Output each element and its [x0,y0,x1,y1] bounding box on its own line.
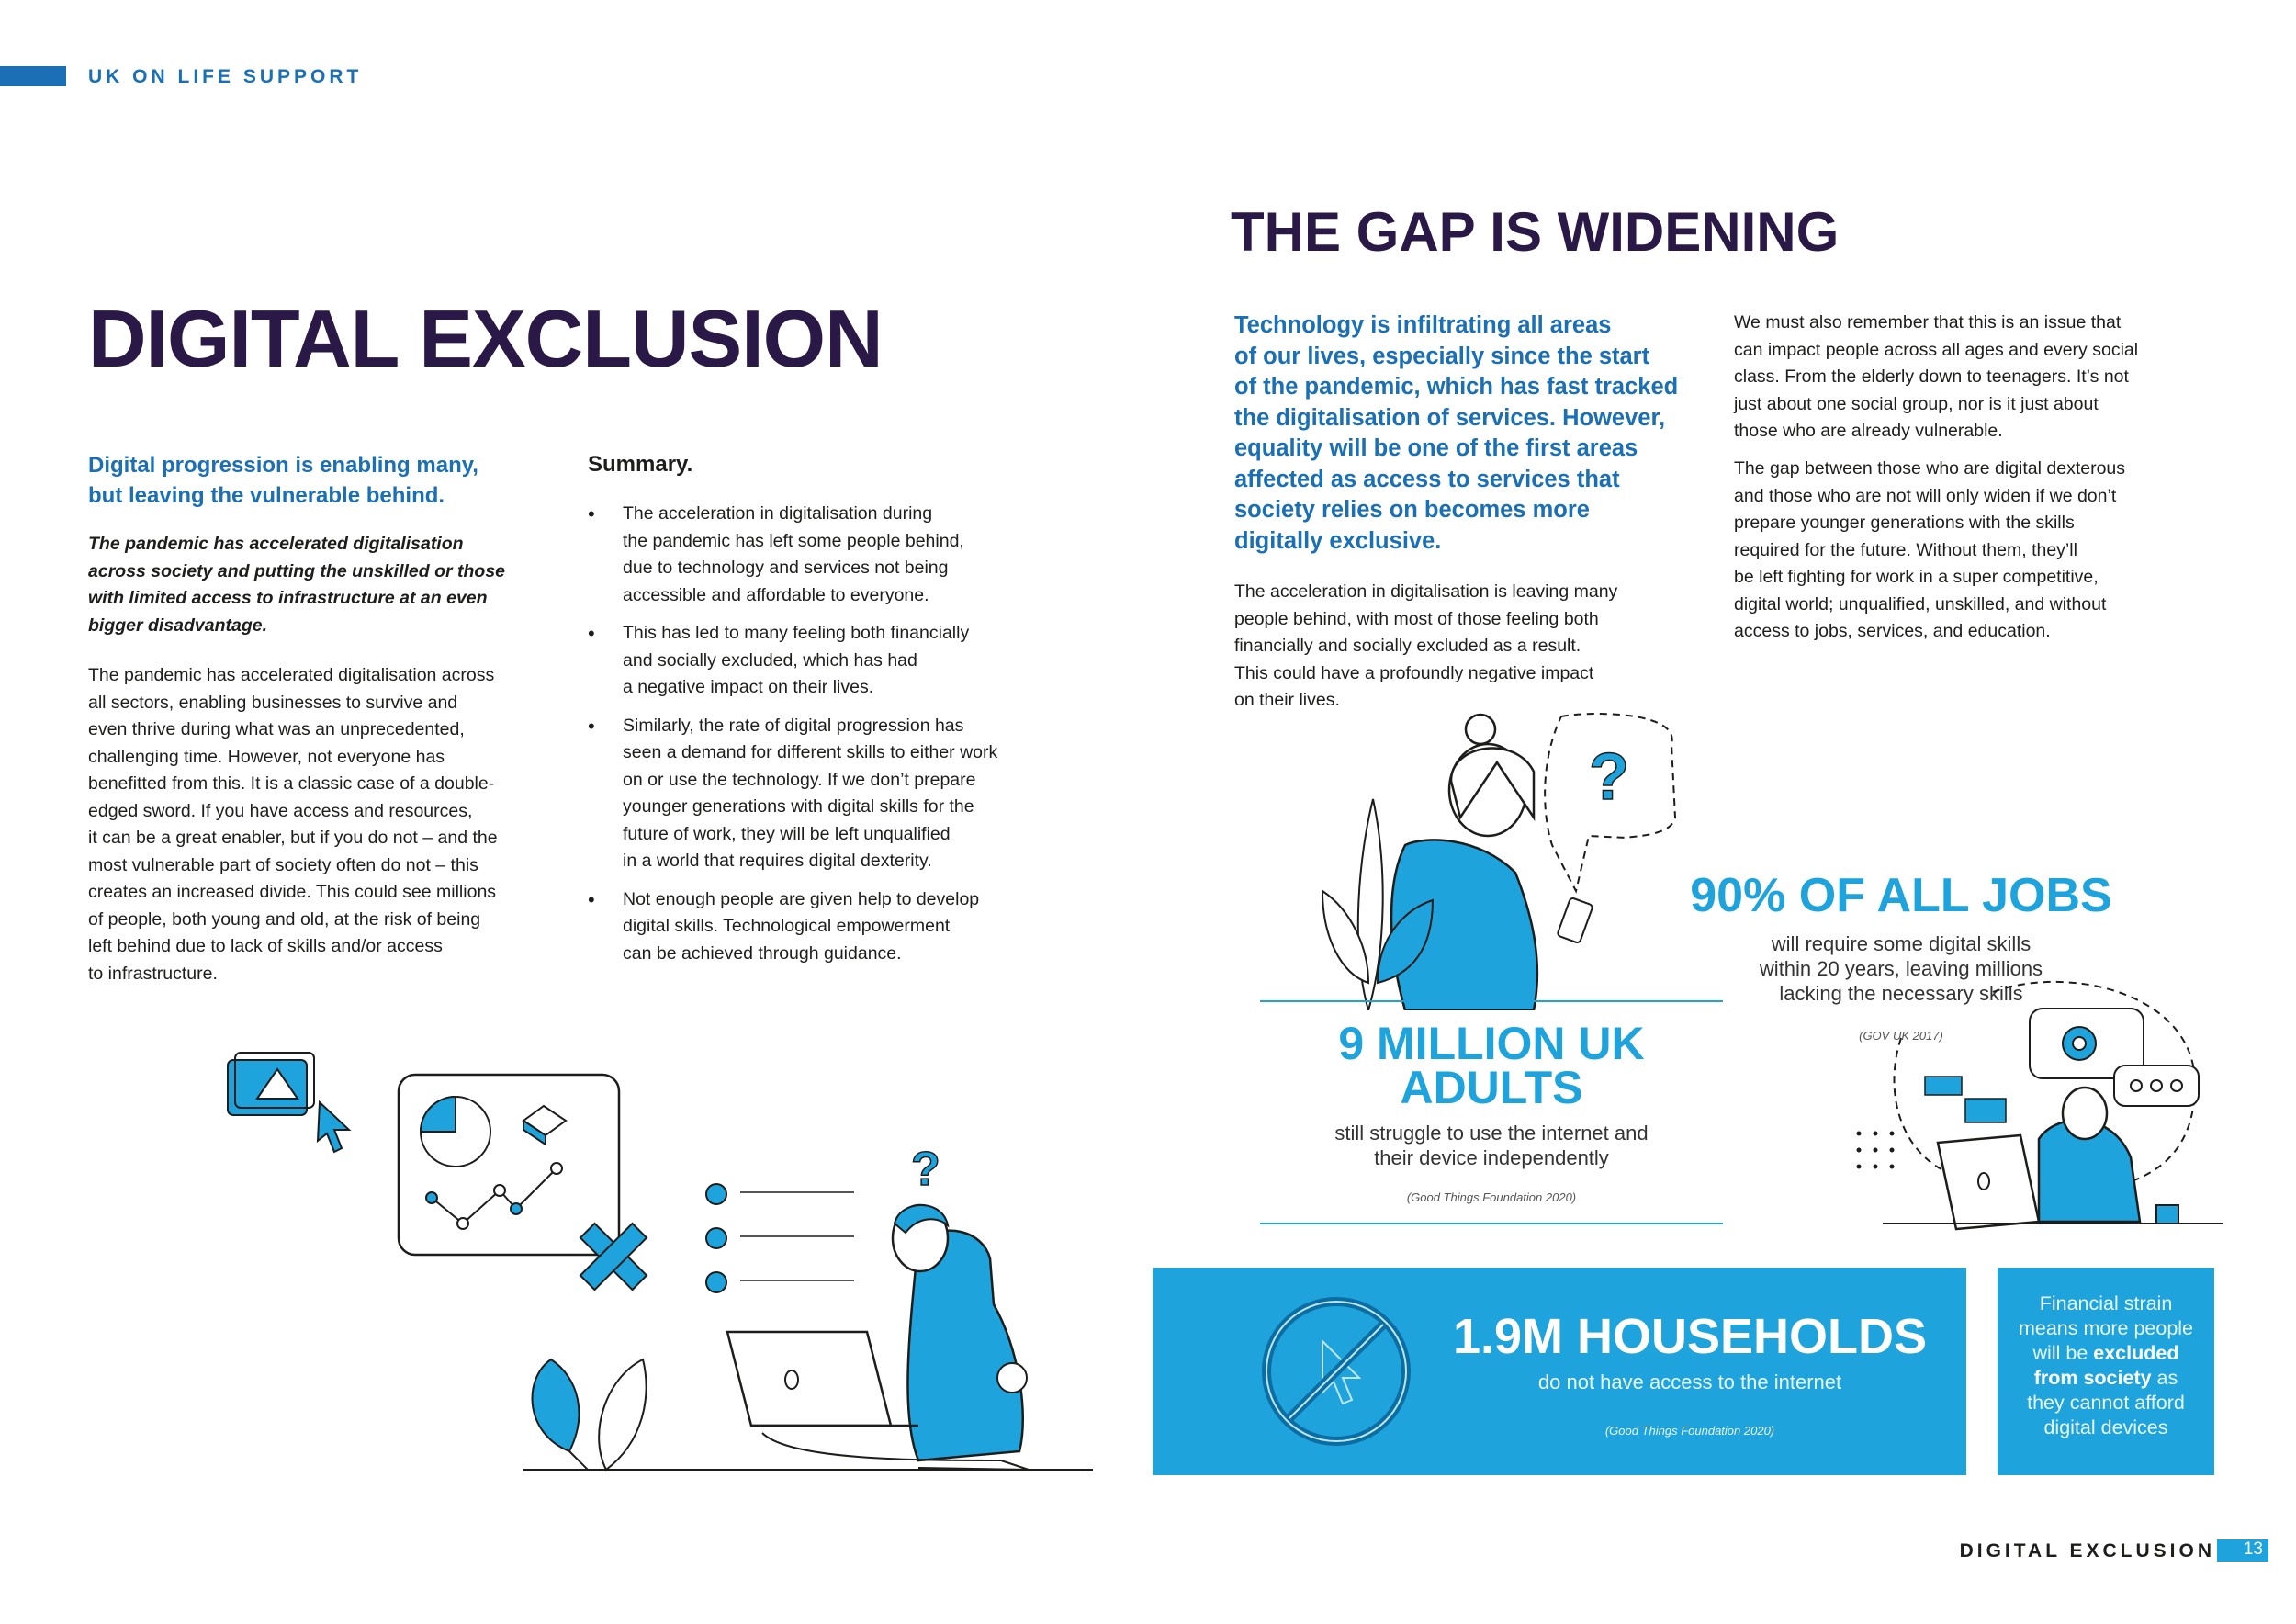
right-lead-line: digitally exclusive. [1234,527,1442,554]
body-line: most vulnerable part of society often do not – this [88,854,478,875]
page-number: 13 [2217,1539,2268,1562]
section-title: THE GAP IS WIDENING [1231,201,1840,263]
adults-source: (Good Things Foundation 2020) [1406,1190,1577,1204]
summary-line: due to technology and services not being [623,558,949,578]
summary-heading: Summary. [588,452,693,477]
body-line: This could have a profoundly negative impact [1234,662,1594,683]
summary-line: on or use the technology. If we don’t prepare [623,769,976,790]
summary-item [588,713,1065,875]
section-label: UK ON LIFE SUPPORT [88,66,363,87]
strain-line: digital devices [2043,1416,2168,1438]
body-line: left behind due to lack of skills and/or access [88,936,443,956]
strain-line: they cannot afford [2027,1392,2185,1414]
body-line: can impact people across all ages and every social [1734,339,2139,360]
body-line: access to jobs, services, and education. [1734,621,2051,641]
footer-label: DIGITAL EXCLUSION [1959,1540,2215,1562]
right-lead-line: of the pandemic, which has fast tracked [1234,374,1679,400]
jobs-desc-line: will require some digital skills [1771,932,2032,955]
households-source: (Good Things Foundation 2020) [1604,1424,1775,1438]
divider-line [1260,1000,1723,1002]
svg-text:?: ? [911,1143,940,1196]
left-lead [88,450,478,511]
jobs-source: (GOV UK 2017) [1859,1029,1943,1043]
jobs-desc-line: lacking the necessary skills [1779,982,2023,1005]
right-lead-line: of our lives, especially since the start [1234,343,1650,369]
woman-phone-illustration [1267,707,1727,1010]
body-line: it can be a great enabler, but if you do not – and the [88,828,498,848]
body-line: financially and socially excluded as a result. [1234,636,1581,656]
intro-line: across society and putting the unskilled or those [88,560,506,581]
strain-text: as [2151,1367,2178,1389]
body-line: be left fighting for work in a super competitive, [1734,567,2099,587]
summary-line: accessible and affordable to everyone. [623,584,929,605]
summary-line: • Not enough people are given help to develop [623,888,980,909]
summary-line: younger generations with digital skills for the [623,796,974,817]
adults-stat-line: ADULTS [1400,1062,1583,1113]
left-body [88,662,584,987]
worker-laptop-illustration [1846,974,2232,1240]
svg-text:?: ? [1589,740,1629,814]
adults-stat [1260,1018,1723,1113]
left-lead-line: but leaving the vulnerable behind. [88,483,445,508]
summary-item [588,620,1065,702]
strain-emphasis: excluded [2093,1342,2179,1364]
right-col2-p2 [1734,456,2212,646]
body-line: class. From the elderly down to teenagers. It’s not [1734,367,2129,387]
body-line: creates an increased divide. This could see millions [88,882,497,902]
left-intro [88,531,566,639]
right-lead-line: Technology is infiltrating all areas [1234,312,1612,338]
summary-line: the pandemic has left some people behind, [623,530,964,551]
body-line: even thrive during what was an unprecedented, [88,719,465,739]
right-lead [1234,310,1678,557]
jobs-stat: 90% OF ALL JOBS [1690,869,2112,922]
adults-desc [1260,1121,1723,1170]
households-desc: do not have access to the internet [1537,1370,1842,1393]
body-line: edged sword. If you have access and resources, [88,800,473,821]
summary-line: a negative impact on their lives. [623,677,874,697]
strain-line: Financial strain [2039,1292,2173,1314]
right-lead-line: society relies on becomes more [1234,497,1590,523]
body-line: on their lives. [1234,690,1340,710]
body-line: just about one social group, nor is it just about [1734,393,2099,414]
intro-line: The pandemic has accelerated digitalisation [88,534,464,554]
body-line: those who are already vulnerable. [1734,421,2003,441]
summary-item [588,501,1065,609]
strain-line [1998,1341,2214,1366]
summary-line: • This has led to many feeling both financially [623,623,970,643]
body-line: to infrastructure. [88,963,218,984]
strain-line: means more people [2018,1317,2194,1339]
summary-line: future of work, they will be left unqualified [623,823,951,844]
summary-line: digital skills. Technological empowerment [623,916,951,936]
strain-emphasis: from society [2033,1367,2152,1389]
body-line: people behind, with most of those feeling both [1234,608,1599,629]
body-line: We must also remember that this is an issue that [1734,312,2122,333]
body-line: and those who are not will only widen if we don’t [1734,485,2117,506]
strain-line [1998,1366,2214,1391]
intro-line: bigger disadvantage. [88,615,268,636]
body-line: The acceleration in digitalisation is leaving many [1234,581,1618,602]
financial-strain-text [1998,1291,2214,1440]
summary-list [588,501,1065,978]
body-line: The pandemic has accelerated digitalisation across [88,665,495,685]
right-col2-p1 [1734,310,2212,445]
summary-item [588,886,1065,968]
summary-line: in a world that requires digital dexterity. [623,851,932,871]
intro-line: with limited access to infrastructure at an even [88,588,488,608]
person-laptop-illustration [220,1029,1102,1488]
adults-stat-line: 9 MILLION UK [1338,1018,1645,1069]
body-line: challenging time. However, not everyone has [88,746,445,767]
body-line: required for the future. Without them, they’ll [1734,539,2077,560]
adults-desc-line: still struggle to use the internet and [1334,1122,1649,1145]
body-line: The gap between those who are digital dexterous [1734,458,2126,479]
right-lead-line: affected as access to services that [1234,466,1620,492]
households-stat: 1.9M HOUSEHOLDS [1452,1309,1928,1364]
adults-desc-line: their device independently [1374,1146,1609,1169]
right-lead-line: equality will be one of the first areas [1234,435,1638,461]
summary-line: • The acceleration in digitalisation during [623,503,933,524]
summary-line: can be achieved through guidance. [623,942,902,964]
right-body [1234,579,1694,715]
summary-line: seen a demand for different skills to either work [623,742,998,762]
summary-line: and socially excluded, which has had [623,649,917,671]
right-lead-line: the digitalisation of services. However, [1234,404,1666,431]
no-cursor-icon [1258,1293,1414,1449]
header-accent-bar [0,66,66,86]
summary-line: • Similarly, the rate of digital progression has [623,715,964,736]
left-lead-line: Digital progression is enabling many, [88,453,478,478]
body-line: prepare younger generations with the skills [1734,513,2075,533]
jobs-desc-line: within 20 years, leaving millions [1759,957,2043,980]
body-line: of people, both young and old, at the risk of being [88,908,481,930]
strain-text: will be [2032,1342,2094,1364]
body-line: benefitted from this. It is a classic case of a double- [88,773,495,794]
divider-line [1260,1223,1723,1224]
body-line: digital world; unqualified, unskilled, and without [1734,593,2107,615]
body-line: all sectors, enabling businesses to survive and [88,692,458,713]
page-title: DIGITAL EXCLUSION [88,293,883,384]
